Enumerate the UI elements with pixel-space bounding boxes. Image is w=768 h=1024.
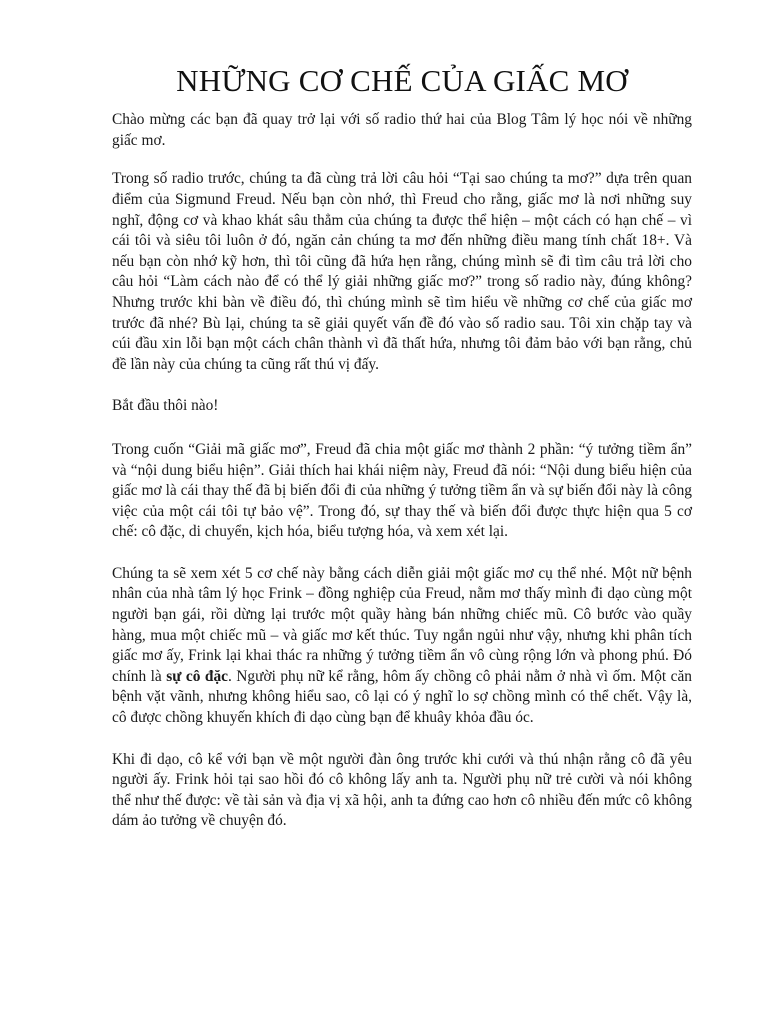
paragraph-lets-start: Bắt đầu thôi nào!: [112, 397, 219, 415]
paragraph-walk-story: Khi đi dạo, cô kể với bạn về một người đàn ông trước khi cưới và thú nhận rằng cô đã yêu người ấy. Frink hỏi tại sao hồi đó cô không lấy anh ta. Người phụ nữ trẻ cười và nói không thể như thế được: về tài sản và địa vị xã hội, anh ta đứng cao hơn cô nhiều đến mức cô không dám ảo tưởng về chuyện đó.: [112, 750, 692, 830]
bold-term-condensation: sự cô đặc: [166, 667, 228, 685]
paragraph-previous-episode: Trong số radio trước, chúng ta đã cùng trả lời câu hỏi “Tại sao chúng ta mơ?” dựa trên quan điểm của Sigmund Freud. Nếu bạn còn nhớ, thì Freud cho rằng, giấc mơ là nơi những suy nghĩ, động cơ và khao khát sâu thẳm của chúng ta được thể hiện – một cách có hạn chế – vì cái tôi và siêu tôi luôn ở đó, ngăn cản chúng ta mơ đến những điều mang tính chất 18+. Và nếu bạn còn nhớ kỹ hơn, thì tôi cũng đã hứa hẹn rằng, chúng mình sẽ đi tìm câu trả lời cho câu hỏi “Làm cách nào để có thể lý giải những giấc mơ?” trong số radio này, đúng không? Nhưng trước khi bàn về điều đó, thì chúng mình sẽ tìm hiểu về những cơ chế của giấc mơ trước đã nhé? Bù lại, chúng ta sẽ giải quyết vấn đề đó vào số radio sau. Tôi xin chặp tay và cúi đầu xin lỗi bạn một cách chân thành vì đã thất hứa, nhưng tôi đảm bảo với bạn rằng, chủ đề lần này của chúng ta cũng rất thú vị đấy.: [112, 170, 692, 373]
paragraph-intro: Chào mừng các bạn đã quay trở lại với số radio thứ hai của Blog Tâm lý học nói về những giấc mơ.: [112, 111, 692, 149]
page-title: NHỮNG CƠ CHẾ CỦA GIẤC MƠ: [176, 63, 628, 98]
paragraph-dream-interpretation: Trong cuốn “Giải mã giấc mơ”, Freud đã chia một giấc mơ thành 2 phần: “ý tưởng tiềm ẩn” và “nội dung biểu hiện”. Giải thích hai khái niệm này, Freud đã nói: “Nội dung biểu hiện của giấc mơ là cái thay thế đã bị biến đổi đi của những ý tưởng tiềm ẩn và sự biến đổi này là công việc của một cái tôi tự bảo vệ”. Trong đó, sự thay thế và biến đổi được thực hiện qua 5 cơ chế: cô đặc, di chuyển, kịch hóa, biểu tượng hóa, và xem xét lại.: [112, 440, 692, 541]
paragraph-dream-example: [112, 564, 692, 729]
paragraph-text: Chúng ta sẽ xem xét 5 cơ chế này bằng cách diễn giải một giấc mơ cụ thể nhé. Một nữ bệnh nhân của nhà tâm lý học Frink – đồng nghiệp của Freud, nằm mơ thấy mình đi dạo cùng một người bạn gái, rồi dừng lại trước một quầy hàng bán những chiếc mũ. Cô bước vào quầy hàng, mua một chiếc mũ – và giấc mơ kết thúc. Tuy ngắn ngủi như vậy, nhưng khi phân tích giấc mơ ấy, Frink lại khai thác ra những ý tưởng tiềm ẩn vô cùng rộng lớn và phong phú. Đó chính là: [112, 564, 692, 685]
paragraph-text: . Người phụ nữ kể rằng, hôm ấy chồng cô phải nằm ở nhà vì ốm. Một căn bệnh vặt vãnh, nhưng không hiểu sao, cô lại có ý nghĩ lo sợ chồng mình có thể chết. Vậy là, cô được chồng khuyến khích đi dạo cùng bạn để khuây khỏa đầu óc.: [112, 667, 692, 727]
